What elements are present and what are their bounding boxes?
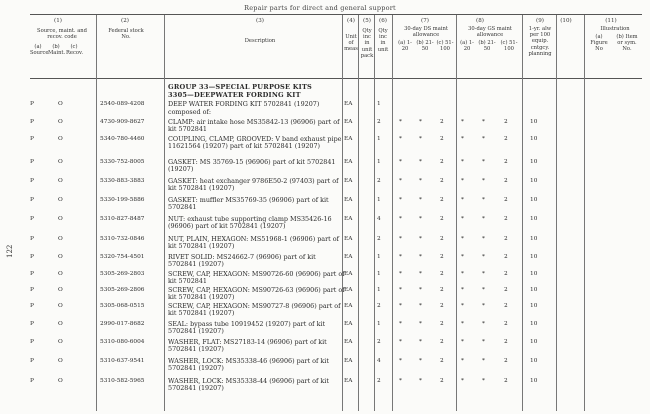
cell-description: SCREW, CAP, HEXAGON: MS90726-63 (96906) part of kit 5702841 (19207) <box>168 286 345 302</box>
cell-ds-c: 2 <box>440 216 444 222</box>
col7b-header: (b) 21-50 <box>416 40 434 53</box>
cell-ds-b: * <box>419 216 422 222</box>
cell-gs-c: 2 <box>504 271 508 277</box>
cell-gs-a: * <box>461 197 464 203</box>
col7c-header: (c) 51-100 <box>436 40 454 53</box>
cell-fsn: 5310-582-5965 <box>100 378 145 384</box>
cell-src: P <box>30 197 34 203</box>
col2-header: Federal stock No. <box>108 28 144 41</box>
cell-description: composed of: <box>168 108 211 116</box>
cell-maint: O <box>58 236 63 242</box>
cell-ds-a: * <box>399 216 402 222</box>
col1c-header: (c) Recov. <box>66 44 83 57</box>
cell-gs-a: * <box>461 303 464 309</box>
col11-header: Illustration <box>600 26 630 32</box>
col5-header: Qty inc in unit pack <box>360 28 374 59</box>
cell-unit: EA <box>344 339 353 345</box>
cell-description: SCREW, CAP, HEXAGON: MS90727-8 (96906) part of kit 5702841 (19207) <box>168 302 341 318</box>
table-row <box>0 378 650 398</box>
cell-fsn: 5305-068-0515 <box>100 303 145 309</box>
cell-description: DEEP WATER FORDING KIT 5702841 (19207) <box>168 100 320 108</box>
cell-unit: EA <box>344 178 353 184</box>
section-heading: GROUP 33—SPECIAL PURPOSE KITS <box>168 83 313 91</box>
table-row <box>0 178 650 198</box>
cell-yr: 10 <box>530 136 538 142</box>
cell-ds-c: 2 <box>440 271 444 277</box>
cell-gs-c: 2 <box>504 358 508 364</box>
cell-qty-unit: 1 <box>377 197 381 203</box>
cell-ds-b: * <box>419 271 422 277</box>
cell-unit: EA <box>344 287 353 293</box>
col7a-header: (a) 1-20 <box>398 40 412 53</box>
cell-gs-b: * <box>482 254 485 260</box>
col1b-header: (b) Maint. <box>48 44 66 57</box>
cell-ds-b: * <box>419 358 422 364</box>
cell-gs-a: * <box>461 271 464 277</box>
cell-ds-a: * <box>399 378 402 384</box>
cell-ds-b: * <box>419 119 422 125</box>
col-num-8: (8) <box>476 18 484 24</box>
cell-yr: 10 <box>530 303 538 309</box>
col7-header: 30-day DS maint allowance <box>404 26 448 39</box>
page-number: 122 <box>6 244 14 258</box>
cell-ds-c: 2 <box>440 378 444 384</box>
cell-yr: 10 <box>530 197 538 203</box>
cell-maint: O <box>58 136 63 142</box>
cell-ds-b: * <box>419 159 422 165</box>
cell-src: P <box>30 216 34 222</box>
table-row <box>0 358 650 378</box>
cell-fsn: 5340-780-4460 <box>100 136 145 142</box>
cell-ds-b: * <box>419 303 422 309</box>
cell-gs-c: 2 <box>504 339 508 345</box>
cell-ds-c: 2 <box>440 178 444 184</box>
cell-gs-c: 2 <box>504 216 508 222</box>
col-num-10: (10) <box>560 18 572 24</box>
cell-yr: 10 <box>530 236 538 242</box>
cell-unit: EA <box>344 271 353 277</box>
cell-ds-b: * <box>419 378 422 384</box>
table-row <box>0 136 650 156</box>
cell-description: GASKET: muffler MS35769-35 (96906) part of kit 5702841 <box>168 196 329 212</box>
cell-ds-a: * <box>399 178 402 184</box>
cell-fsn: 5305-269-2806 <box>100 287 145 293</box>
cell-ds-c: 2 <box>440 254 444 260</box>
cell-yr: 10 <box>530 271 538 277</box>
cell-yr: 10 <box>530 119 538 125</box>
cell-ds-a: * <box>399 136 402 142</box>
cell-description: SEAL: bypass tube 10919452 (19207) part of kit 5702841 (19207) <box>168 320 326 336</box>
cell-maint: O <box>58 271 63 277</box>
cell-src: P <box>30 358 34 364</box>
cell-gs-a: * <box>461 254 464 260</box>
cell-gs-c: 2 <box>504 197 508 203</box>
cell-ds-b: * <box>419 178 422 184</box>
cell-yr: 10 <box>530 178 538 184</box>
cell-qty-unit: 4 <box>377 216 381 222</box>
col-num-11: (11) <box>605 18 617 24</box>
cell-fsn: 5310-732-0846 <box>100 236 145 242</box>
cell-ds-b: * <box>419 197 422 203</box>
cell-fsn: 5330-199-5886 <box>100 197 145 203</box>
cell-qty-unit: 1 <box>377 254 381 260</box>
cell-src: P <box>30 159 34 165</box>
cell-description: WASHER, LOCK: MS35338-46 (96906) part of kit 5702841 (19207) <box>168 357 329 373</box>
col4-header: Unit of meas <box>344 34 358 53</box>
cell-fsn: 5330-883-3883 <box>100 178 145 184</box>
cell-ds-c: 2 <box>440 197 444 203</box>
cell-gs-b: * <box>482 216 485 222</box>
cell-unit: EA <box>344 119 353 125</box>
col-num-3: (3) <box>256 18 264 24</box>
cell-gs-b: * <box>482 197 485 203</box>
cell-qty-unit: 2 <box>377 236 381 242</box>
table-row <box>0 197 650 217</box>
cell-src: P <box>30 339 34 345</box>
col-num-7: (7) <box>421 18 429 24</box>
cell-ds-c: 2 <box>440 236 444 242</box>
col-num-2: (2) <box>121 18 129 24</box>
cell-yr: 10 <box>530 321 538 327</box>
cell-src: P <box>30 287 34 293</box>
cell-ds-b: * <box>419 236 422 242</box>
cell-gs-b: * <box>482 339 485 345</box>
cell-description: GASKET: heat exchanger 9786E50-2 (97403) part of kit 5702841 (19207) <box>168 177 339 193</box>
cell-gs-a: * <box>461 287 464 293</box>
cell-ds-c: 2 <box>440 358 444 364</box>
cell-ds-c: 2 <box>440 159 444 165</box>
cell-src: P <box>30 321 34 327</box>
cell-ds-a: * <box>399 197 402 203</box>
cell-fsn: 5330-752-8005 <box>100 159 145 165</box>
table-row <box>0 303 650 323</box>
cell-src: P <box>30 378 34 384</box>
cell-description: SCREW, CAP, HEXAGON: MS90726-60 (96906) part of kit 5702841 <box>168 270 345 286</box>
col1a-header: (a) Source <box>30 44 49 57</box>
col-num-5: (5) <box>363 18 371 24</box>
cell-ds-a: * <box>399 303 402 309</box>
cell-gs-a: * <box>461 136 464 142</box>
section-subheading: 3305—DEEPWATER FORDING KIT <box>168 91 301 99</box>
cell-yr: 10 <box>530 339 538 345</box>
header-rule <box>30 78 642 79</box>
cell-description: NUT: exhaust tube supporting clamp MS35426-16 (96906) part of kit 5702841 (19207) <box>168 215 332 231</box>
cell-yr: 10 <box>530 159 538 165</box>
cell-qty-unit: 2 <box>377 339 381 345</box>
cell-src: P <box>30 101 34 107</box>
cell-unit: EA <box>344 101 353 107</box>
cell-ds-b: * <box>419 254 422 260</box>
cell-maint: O <box>58 216 63 222</box>
cell-src: P <box>30 119 34 125</box>
col8c-header: (c) 51-100 <box>500 40 518 53</box>
cell-fsn: 5305-269-2803 <box>100 271 145 277</box>
cell-src: P <box>30 178 34 184</box>
cell-gs-b: * <box>482 378 485 384</box>
cell-gs-a: * <box>461 358 464 364</box>
cell-gs-a: * <box>461 339 464 345</box>
cell-ds-c: 2 <box>440 119 444 125</box>
cell-gs-c: 2 <box>504 287 508 293</box>
cell-ds-c: 2 <box>440 136 444 142</box>
cell-qty-unit: 2 <box>377 303 381 309</box>
cell-qty-unit: 4 <box>377 358 381 364</box>
col1-header: Source, maint. and recov. code <box>37 28 87 41</box>
cell-ds-a: * <box>399 236 402 242</box>
cell-fsn: 2540-089-4208 <box>100 101 145 107</box>
col8a-header: (a) 1-20 <box>460 40 474 53</box>
cell-fsn: 5310-827-8487 <box>100 216 145 222</box>
cell-qty-unit: 1 <box>377 271 381 277</box>
cell-ds-a: * <box>399 159 402 165</box>
cell-description: WASHER, FLAT: MS27183-14 (96906) part of kit 5702841 (19207) <box>168 338 327 354</box>
cell-maint: O <box>58 178 63 184</box>
cell-gs-b: * <box>482 287 485 293</box>
cell-maint: O <box>58 339 63 345</box>
cell-ds-b: * <box>419 339 422 345</box>
cell-maint: O <box>58 378 63 384</box>
cell-ds-a: * <box>399 119 402 125</box>
col3-header: Description <box>244 38 276 44</box>
col-num-6: (6) <box>379 18 387 24</box>
cell-src: P <box>30 271 34 277</box>
cell-src: P <box>30 303 34 309</box>
cell-gs-b: * <box>482 271 485 277</box>
cell-yr: 10 <box>530 216 538 222</box>
cell-unit: EA <box>344 236 353 242</box>
table-row <box>0 159 650 179</box>
cell-gs-c: 2 <box>504 378 508 384</box>
cell-qty-unit: 2 <box>377 378 381 384</box>
cell-gs-b: * <box>482 136 485 142</box>
col8-header: 30-day GS maint allowance <box>468 26 512 39</box>
cell-unit: EA <box>344 254 353 260</box>
cell-qty-unit: 2 <box>377 178 381 184</box>
cell-gs-b: * <box>482 236 485 242</box>
cell-src: P <box>30 254 34 260</box>
cell-description: COUPLING, CLAMP, GROOVED: V band exhaust pipe 11621564 (19207) part of kit 5702841 (19207) <box>168 135 342 151</box>
cell-gs-c: 2 <box>504 303 508 309</box>
cell-gs-a: * <box>461 159 464 165</box>
cell-gs-a: * <box>461 236 464 242</box>
cell-gs-c: 2 <box>504 136 508 142</box>
col-num-9: (9) <box>536 18 544 24</box>
cell-unit: EA <box>344 378 353 384</box>
cell-ds-a: * <box>399 339 402 345</box>
cell-description: WASHER, LOCK: MS35338-44 (96906) part of kit 5702841 (19207) <box>168 377 329 393</box>
col-num-4: (4) <box>347 18 355 24</box>
cell-maint: O <box>58 358 63 364</box>
cell-gs-c: 2 <box>504 178 508 184</box>
cell-maint: O <box>58 254 63 260</box>
cell-maint: O <box>58 101 63 107</box>
col8b-header: (b) 21-50 <box>478 40 496 53</box>
cell-gs-b: * <box>482 321 485 327</box>
cell-fsn: 2990-017-8682 <box>100 321 145 327</box>
cell-gs-b: * <box>482 358 485 364</box>
cell-description: GASKET: MS 35769-15 (96906) part of kit 5702841 (19207) <box>168 158 336 174</box>
cell-maint: O <box>58 287 63 293</box>
cell-yr: 10 <box>530 378 538 384</box>
cell-src: P <box>30 236 34 242</box>
cell-fsn: 5320-754-4501 <box>100 254 145 260</box>
table-row <box>0 236 650 256</box>
cell-gs-c: 2 <box>504 236 508 242</box>
cell-unit: EA <box>344 321 353 327</box>
cell-fsn: 5310-080-6004 <box>100 339 145 345</box>
cell-ds-c: 2 <box>440 339 444 345</box>
cell-unit: EA <box>344 136 353 142</box>
col11b-header: (b) Item or sym. No. <box>616 34 638 53</box>
cell-ds-b: * <box>419 321 422 327</box>
cell-gs-b: * <box>482 303 485 309</box>
cell-qty-unit: 1 <box>377 159 381 165</box>
cell-qty-unit: 1 <box>377 136 381 142</box>
cell-gs-c: 2 <box>504 321 508 327</box>
cell-unit: EA <box>344 358 353 364</box>
cell-yr: 10 <box>530 358 538 364</box>
cell-description: CLAMP: air intake hose MS35842-13 (96906) part of kit 5702841 <box>168 118 340 134</box>
cell-maint: O <box>58 303 63 309</box>
cell-gs-c: 2 <box>504 159 508 165</box>
table-row <box>0 216 650 236</box>
cell-qty-unit: 1 <box>377 321 381 327</box>
cell-unit: EA <box>344 303 353 309</box>
cell-unit: EA <box>344 159 353 165</box>
cell-ds-b: * <box>419 287 422 293</box>
cell-qty-unit: 1 <box>377 287 381 293</box>
cell-gs-b: * <box>482 178 485 184</box>
cell-unit: EA <box>344 216 353 222</box>
cell-yr: 10 <box>530 287 538 293</box>
cell-description: NUT, PLAIN, HEXAGON: MS51968-1 (96906) part of kit 5702841 (19207) <box>168 235 339 251</box>
cell-ds-a: * <box>399 254 402 260</box>
top-rule <box>30 14 642 15</box>
col6-header: Qty inc in unit <box>377 28 389 53</box>
col9-header: 1-yr. alw per 100 equip. cntgcy. planning <box>528 26 552 57</box>
cell-unit: EA <box>344 197 353 203</box>
cell-ds-c: 2 <box>440 321 444 327</box>
cell-maint: O <box>58 321 63 327</box>
col11a-header: (a) Figure No <box>590 34 608 53</box>
cell-ds-a: * <box>399 271 402 277</box>
cell-ds-c: 2 <box>440 303 444 309</box>
cell-qty-unit: 1 <box>377 101 381 107</box>
cell-gs-c: 2 <box>504 119 508 125</box>
cell-ds-a: * <box>399 321 402 327</box>
cell-fsn: 4730-909-8627 <box>100 119 145 125</box>
cell-maint: O <box>58 119 63 125</box>
cell-src: P <box>30 136 34 142</box>
cell-fsn: 5310-637-9541 <box>100 358 145 364</box>
cell-maint: O <box>58 197 63 203</box>
cell-gs-a: * <box>461 178 464 184</box>
col-num-1: (1) <box>54 18 62 24</box>
cell-gs-a: * <box>461 216 464 222</box>
cell-gs-b: * <box>482 159 485 165</box>
cell-gs-a: * <box>461 378 464 384</box>
cell-description: RIVET SOLID: MS24662-7 (96906) part of kit 5702841 (19207) <box>168 253 316 269</box>
table-row <box>0 339 650 359</box>
cell-gs-c: 2 <box>504 254 508 260</box>
cell-qty-unit: 2 <box>377 119 381 125</box>
cell-gs-a: * <box>461 119 464 125</box>
cell-maint: O <box>58 159 63 165</box>
cell-ds-a: * <box>399 358 402 364</box>
cell-ds-a: * <box>399 287 402 293</box>
cell-gs-b: * <box>482 119 485 125</box>
cell-yr: 10 <box>530 254 538 260</box>
cell-ds-b: * <box>419 136 422 142</box>
cell-ds-c: 2 <box>440 287 444 293</box>
cell-gs-a: * <box>461 321 464 327</box>
page-title: Repair parts for direct and general support <box>244 4 396 12</box>
